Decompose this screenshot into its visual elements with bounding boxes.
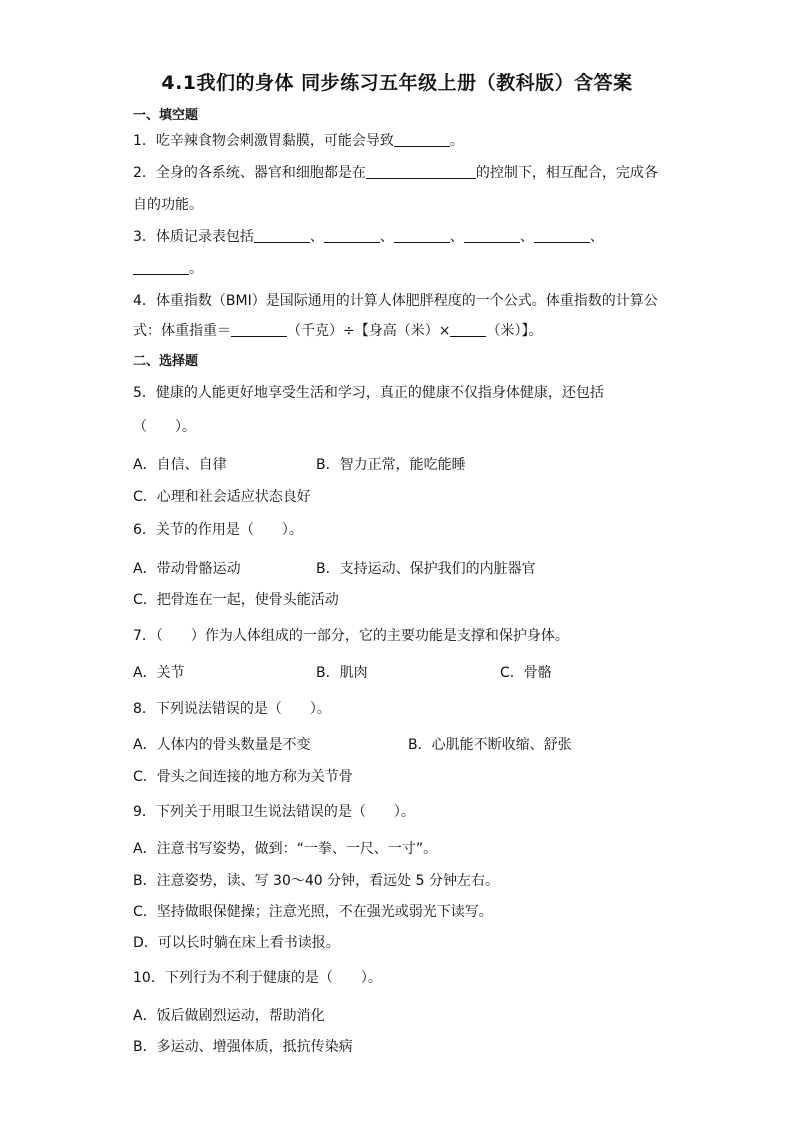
option-b[interactable]: B．多运动、增强体质，抵抗传染病 <box>133 1039 353 1055</box>
option-c[interactable]: C．骨骼 <box>500 665 552 681</box>
option-a[interactable]: A．自信、自律 <box>133 457 227 473</box>
question-6: 6．关节的作用是（ ）。 <box>133 522 303 538</box>
section-multiple-choice: 二、选择题 <box>133 354 199 369</box>
question-8: 8．下列说法错误的是（ ）。 <box>133 701 331 717</box>
question-4-end: （米）】。 <box>486 323 543 339</box>
answer-blank[interactable] <box>254 228 310 243</box>
question-1 <box>133 130 464 150</box>
question-3-line-2 <box>133 258 203 278</box>
question-3-end: 。 <box>189 261 203 277</box>
question-2-text: 2．全身的各系统、器官和细胞都是在 <box>133 165 366 181</box>
answer-blank[interactable] <box>394 132 450 147</box>
separator: 、 <box>589 229 604 245</box>
separator: 、 <box>379 229 394 245</box>
question-4-text: 式：体重指重＝ <box>133 323 231 339</box>
option-c[interactable]: C．坚持做眼保健操；注意光照，不在强光或弱光下读写。 <box>133 904 493 920</box>
section-fill-in: 一、填空题 <box>133 108 199 123</box>
answer-blank[interactable] <box>394 228 450 243</box>
option-a[interactable]: A．关节 <box>133 665 185 681</box>
option-b[interactable]: B．注意姿势，读、写 30～40 分钟，看远处 5 分钟左右。 <box>133 873 499 889</box>
option-c[interactable]: C．心理和社会适应状态良好 <box>133 489 311 505</box>
option-d[interactable]: D．可以长时躺在床上看书读报。 <box>133 935 340 951</box>
question-4-line-2 <box>133 320 542 340</box>
option-b[interactable]: B．肌肉 <box>316 665 368 681</box>
question-4: 4．体重指数（BMI）是国际通用的计算人体肥胖程度的一个公式。体重指数的计算公 <box>133 293 658 309</box>
answer-blank[interactable] <box>534 228 590 243</box>
option-b[interactable]: B．心肌能不断收缩、舒张 <box>408 737 572 753</box>
option-c[interactable]: C．把骨连在一起，使骨头能活动 <box>133 592 339 608</box>
option-a[interactable]: A．注意书写姿势，做到：“一拳、一尺、一寸”。 <box>133 841 438 857</box>
question-5-paren[interactable]: （ ）。 <box>133 419 196 435</box>
separator: 、 <box>449 229 464 245</box>
option-b[interactable]: B．智力正常，能吃能睡 <box>316 457 466 473</box>
question-1-text: 1．吃辛辣食物会刺激胃黏膜，可能会导致 <box>133 133 394 149</box>
option-a[interactable]: A．带动骨骼运动 <box>133 561 241 577</box>
question-9: 9．下列关于用眼卫生说法错误的是（ ）。 <box>133 804 415 820</box>
answer-blank[interactable] <box>133 260 189 275</box>
answer-blank[interactable] <box>231 322 287 337</box>
question-5: 5．健康的人能更好地享受生活和学习，真正的健康不仅指身体健康，还包括 <box>133 385 604 401</box>
option-c[interactable]: C．骨头之间连接的地方称为关节骨 <box>133 769 353 785</box>
separator: 、 <box>519 229 534 245</box>
question-10: 10．下列行为不利于健康的是（ ）。 <box>133 970 382 986</box>
separator: 、 <box>309 229 324 245</box>
answer-blank[interactable] <box>324 228 380 243</box>
option-b[interactable]: B．支持运动、保护我们的内脏器官 <box>316 561 536 577</box>
question-3 <box>133 226 604 246</box>
page-title: 4.1我们的身体 同步练习五年级上册（教科版）含答案 <box>161 72 633 94</box>
question-2 <box>133 162 658 182</box>
answer-blank[interactable] <box>366 164 476 179</box>
option-a[interactable]: A．饭后做剧烈运动，帮助消化 <box>133 1008 325 1024</box>
question-7: 7．（ ）作为人体组成的一部分，它的主要功能是支撑和保护身体。 <box>133 628 569 644</box>
answer-blank[interactable] <box>450 322 486 337</box>
question-2-text-cont: 的控制下，相互配合，完成各 <box>475 165 658 181</box>
question-2-line-2: 自的功能。 <box>133 197 203 213</box>
answer-blank[interactable] <box>464 228 520 243</box>
question-4-text-cont: （千克）÷【身高（米）× <box>287 323 451 339</box>
question-3-text: 3．体质记录表包括 <box>133 229 254 245</box>
question-1-end: 。 <box>449 133 464 149</box>
option-a[interactable]: A．人体内的骨头数量是不变 <box>133 737 311 753</box>
